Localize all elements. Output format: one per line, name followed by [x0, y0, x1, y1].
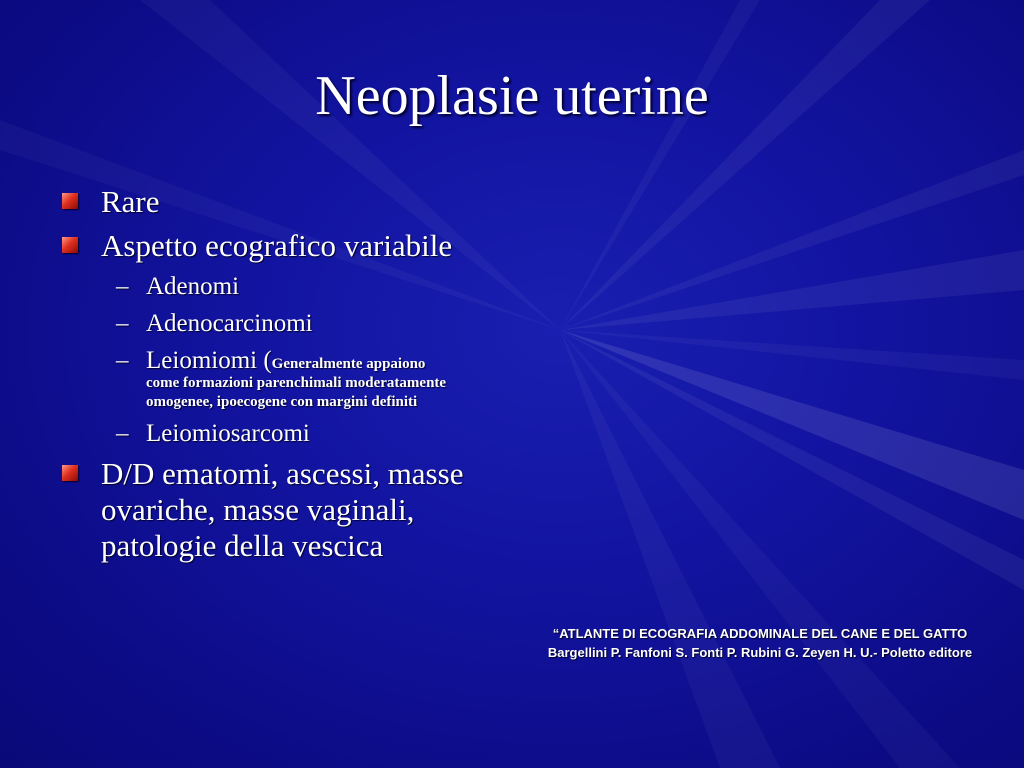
citation-line-1: “ATLANTE DI ECOGRAFIA ADDOMINALE DEL CANE E DEL GATTO: [552, 626, 968, 641]
bullet-text: D/D ematomi, ascessi, masse ovariche, masse vaginali, patologie della vescica: [101, 456, 464, 563]
dash-marker: –: [116, 420, 129, 447]
bullet-item-dd: [60, 456, 500, 564]
sub-item-adenomi: [60, 272, 500, 302]
red-square-bullet-icon: [62, 237, 78, 253]
sub-item-note-inline: Generalmente appaiono: [271, 356, 426, 372]
bullet-item-aspetto: [60, 228, 500, 264]
bullet-text: Rare: [101, 184, 160, 219]
citation: [505, 624, 1015, 662]
sub-item-text: Adenocarcinomi: [146, 310, 313, 337]
red-square-bullet-icon: [62, 465, 78, 481]
sub-item-adenocarcinomi: [60, 309, 500, 339]
dash-marker: –: [116, 347, 129, 374]
bullet-item-rare: [60, 184, 500, 220]
sub-item-leiomiosarcomi: [60, 419, 500, 449]
bullet-text: Aspetto ecografico variabile: [101, 228, 453, 263]
sub-item-text: Leiomiomi (: [146, 347, 272, 374]
dash-marker: –: [116, 273, 129, 300]
sub-item-text: Leiomiosarcomi: [146, 420, 310, 447]
red-square-bullet-icon: [62, 193, 78, 209]
citation-line-2: Bargellini P. Fanfoni S. Fonti P. Rubini G. Zeyen H. U.- Poletto editore: [547, 645, 973, 660]
sub-item-note: come formazioni parenchimali moderatamente omogenee, ipoecogene con margini definiti: [146, 375, 447, 410]
sub-item-text: Adenomi: [146, 273, 240, 300]
slide-title: Neoplasie uterine: [315, 65, 709, 127]
sub-item-leiomiomi: [60, 346, 500, 412]
bullet-list: [60, 184, 500, 572]
dash-marker: –: [116, 310, 129, 337]
